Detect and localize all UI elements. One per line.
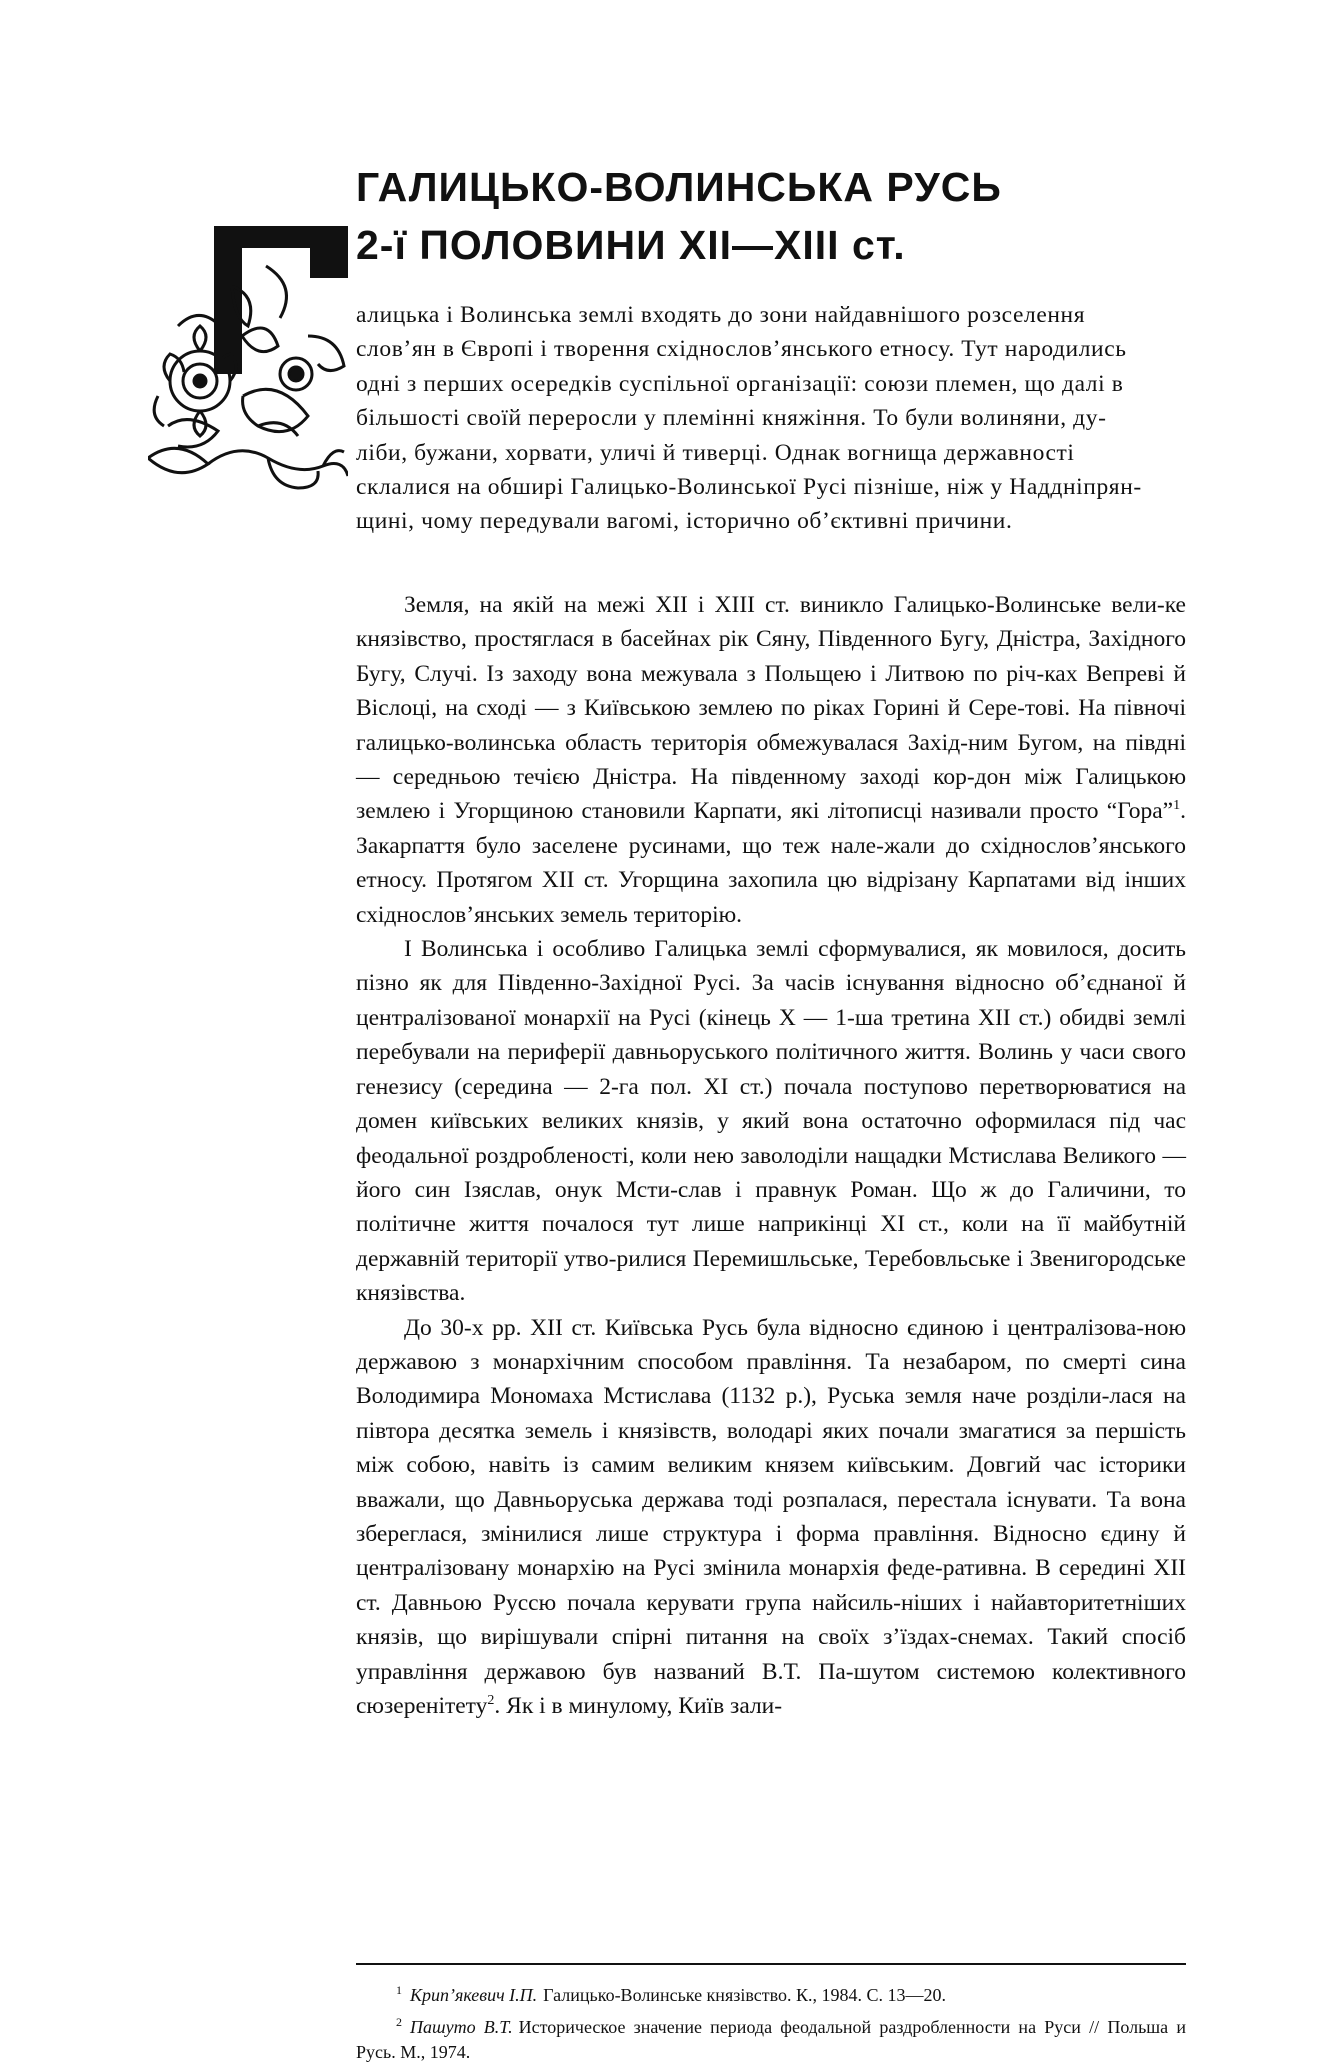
paragraph bbox=[356, 1311, 1186, 1724]
first-paragraph bbox=[356, 298, 1186, 539]
first-paragraph-line: одні з перших осередків суспільної організації: союзи племен, що далі в bbox=[356, 370, 1124, 397]
footnotes bbox=[356, 1978, 1186, 2067]
first-paragraph-line: склалися на обширі Галицько-Волинської Русі пізніше, ніж у Наддніпрян- bbox=[356, 474, 1142, 501]
body-text bbox=[356, 588, 1186, 1723]
footnote-text: Историческое значение периода феодальной раздробленности на Руси // Польша и Русь. М., 1974. bbox=[356, 2017, 1186, 2062]
first-paragraph-line: більшості своїй переросли у племінні княжіння. То були волиняни, ду- bbox=[356, 405, 1107, 432]
footnote-reference[interactable]: 2 bbox=[487, 1693, 495, 1709]
footnote bbox=[356, 1978, 1186, 2008]
paragraph-text: . Закарпаття було заселене русинами, що теж нале-жали до східнослов’янського етносу. Протягом XII ст. Угорщина захопила цю відрізану Карпатами від інших східнослов’янських земель територію. bbox=[356, 798, 1186, 928]
footnote-mark: 1 bbox=[396, 1983, 402, 1997]
paragraph-text: До 30-х рр. XII ст. Київська Русь була відносно єдиною і централізова-ною державою з монархічним способом правління. Та незабаром, по смерті сина Володимира Мономаха Мстислава (1132 р.), Руська земля наче розділи-лася на півтора десятка земель і князівств, володарі яких почали змагатися за першість між собою, навіть із самим великим князем київським. Довгий час історики вважали, що Давньоруська держава тоді розпалася, перестала існувати. Та вона збереглася, змінилися лише структура і форма правління. Відносно єдину й централізовану монархію на Русі змінила монархія феде-ративна. В середині XII ст. Давньою Руссю почала керувати група найсиль-ніших і найавторитетніших князів, що вирішували спірні питання на своїх з’їздах-снемах. Такий спосіб управління державою був названий В.Т. Па-шутом системою колективного сюзеренітету bbox=[356, 1314, 1186, 1719]
paragraph bbox=[356, 588, 1186, 932]
floral-ornament-icon bbox=[148, 266, 348, 488]
footnote-mark: 2 bbox=[396, 2015, 402, 2029]
paragraph-text: Земля, на якій на межі XII і XIII ст. виникло Галицько-Волинське вели-ке князівство, простяглася в басейнах рік Сяну, Південного Бугу, Дністра, Західного Бугу, Случі. Із заходу вона межувала з Польщею і Литвою по річ-ках Вепреві й Віслоці, на сході — з Київською землею по ріках Горині й Сере-тові. На півночі галицько-волинська область територія обмежувалася Захід-ним Бугом, на півдні — середньою течією Дністра. На південному заході кор-дон між Галицькою землею і Угорщиною становили Карпати, які літописці називали просто “Гора” bbox=[356, 592, 1186, 825]
chapter-title-line-2: 2-ї ПОЛОВИНИ XII—XIII ст. bbox=[356, 222, 906, 268]
first-paragraph-line: слов’ян в Європі і творення східнослов’янського етносу. Тут народились bbox=[356, 336, 1127, 363]
first-paragraph-line: алицька і Волинська землі входять до зони найдавнішого розселення bbox=[356, 302, 1086, 328]
footnote-reference[interactable]: 1 bbox=[1173, 798, 1181, 814]
footnote bbox=[356, 2010, 1186, 2065]
dropcap-ornament bbox=[148, 226, 348, 546]
footnote-author: Крип’якевич І.П. bbox=[410, 1985, 538, 2005]
chapter-title bbox=[356, 158, 1002, 274]
footnote-author: Пашуто В.Т. bbox=[410, 2017, 513, 2037]
chapter-title-line-1: ГАЛИЦЬКО-ВОЛИНСЬКА РУСЬ bbox=[356, 164, 1002, 210]
footnote-divider bbox=[356, 1963, 1186, 1965]
footnote-text: Галицько-Волинське князівство. К., 1984. С. 13—20. bbox=[543, 1985, 946, 2005]
paragraph: І Волинська і особливо Галицька землі сформувалися, як мовилося, досить пізно як для Південно-Західної Русі. За часів існування відносно об’єднаної й централізованої монархії на Русі (кінець X — 1-ша третина XII ст.) обидві землі перебували на периферії давньоруського політичного життя. Волинь у часи свого генезису (середина — 2-га пол. XI ст.) почала поступово перетворюватися на домен київських великих князів, у який вона остаточно оформилася під час феодальної роздробленості, коли нею заволоділи нащадки Мстислава Великого — його син Ізяслав, онук Мсти-слав і правнук Роман. Що ж до Галичини, то політичне життя почалося тут лише наприкінці XI ст., коли на її майбутній державній території утво-рилися Перемишльське, Теребовльське і Звенигородське князівства. bbox=[356, 936, 1186, 1307]
first-paragraph-line: щині, чому передували вагомі, історично об’єктивні причини. bbox=[356, 508, 1013, 535]
paragraph-text: . Як і в минулому, Київ зали- bbox=[494, 1693, 783, 1719]
first-paragraph-line: ліби, бужани, хорвати, уличі й тиверці. Однак вогнища державності bbox=[356, 439, 1075, 466]
